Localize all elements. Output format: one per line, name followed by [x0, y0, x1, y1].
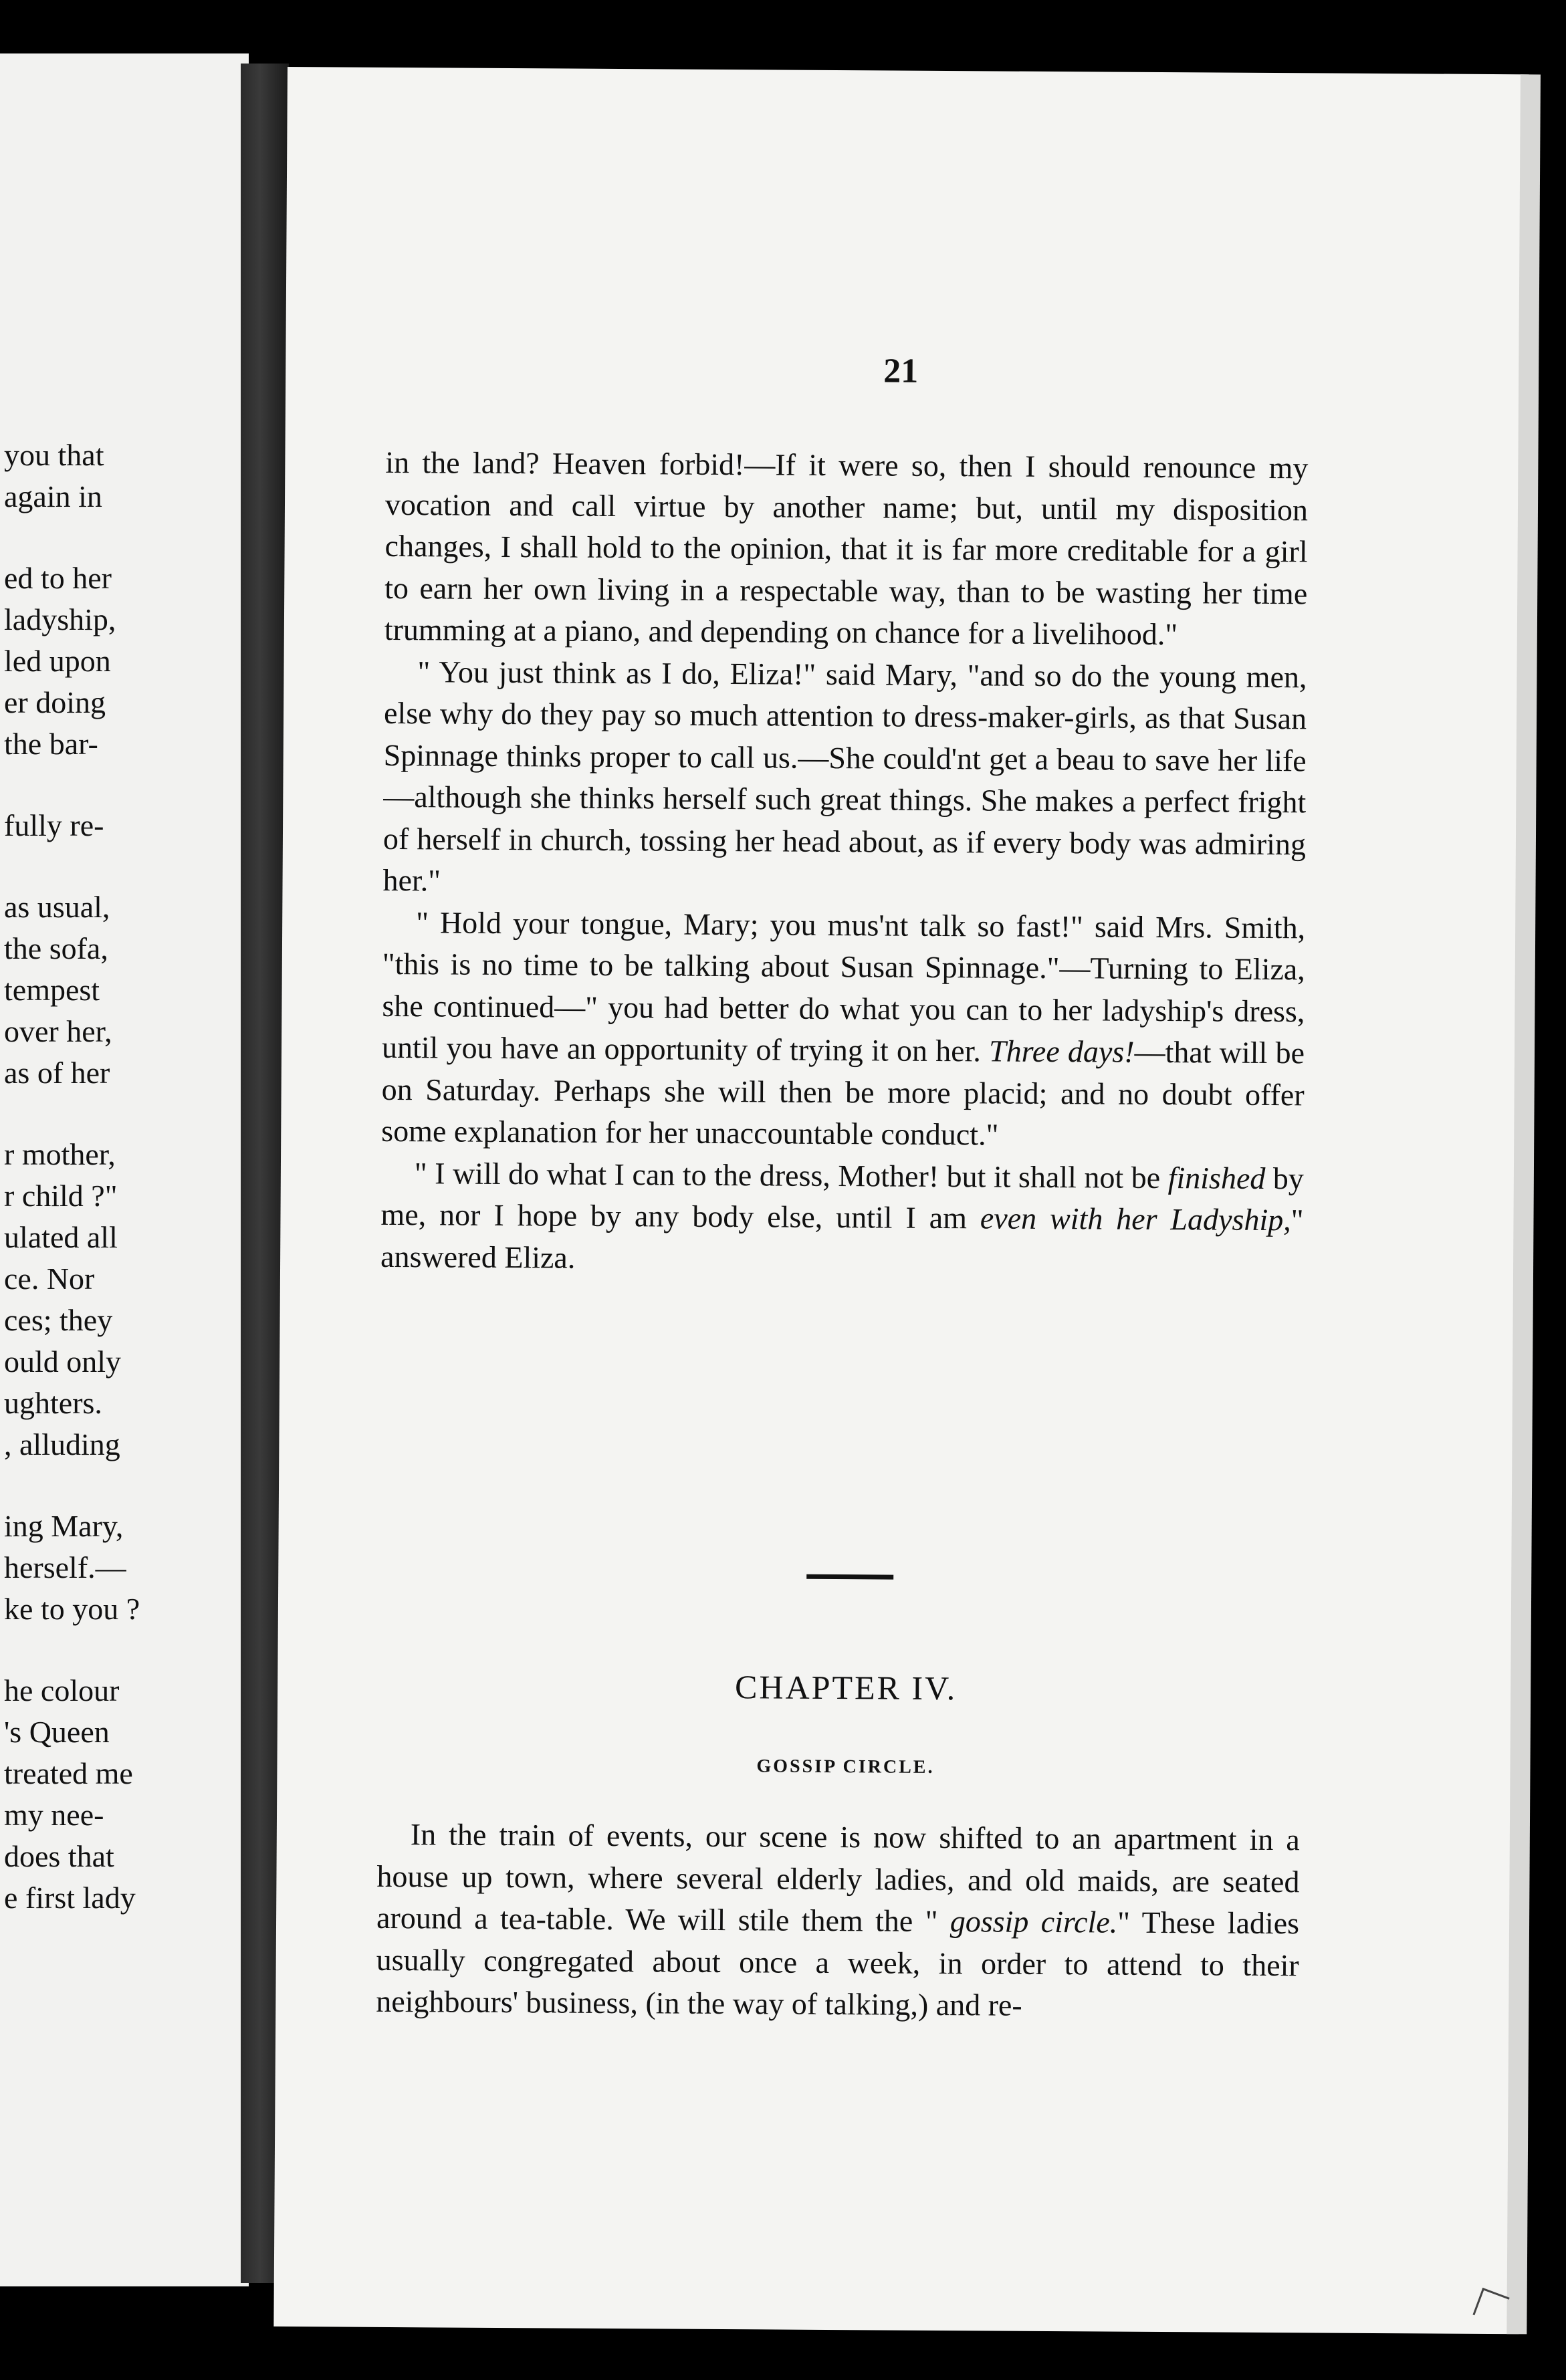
paragraph: [380, 1152, 1304, 1283]
facing-page-line: treated me: [4, 1756, 133, 1790]
facing-page-line: as usual,: [4, 890, 110, 924]
facing-page-line: ce. Nor: [4, 1262, 95, 1296]
text-run: " Hold your tongue, Mary; you mus'nt talk so fast!" said Mrs. Smith, "this is no time to be talking about Susan Spinnage."—Turning to Eliza, she continued—" you had better do what you can to her ladyship's dress, until you have an opportunity of trying it on her.: [381, 905, 1306, 1068]
chapter-subtitle: GOSSIP CIRCLE.: [756, 1756, 935, 1778]
facing-page-line: ughters.: [4, 1386, 102, 1420]
facing-page-line: ing Mary,: [4, 1509, 124, 1543]
paragraph: [381, 901, 1305, 1157]
facing-page-line: does that: [4, 1839, 114, 1873]
facing-page-line: ke to you ?: [4, 1592, 140, 1626]
text-run: in the land? Heaven forbid!—If it were so, then I should renounce my vocation and call virtue by another name; but, until my disposition changes, I shall hold to the opinion, that it is far more creditable for a girl to earn her own living in a respectable way, than to be wasting her time trumming at a piano, and depending on chance for a livelihood.": [384, 445, 1309, 652]
text-run: " You just think as I do, Eliza!" said Mary, "and so do the young men, else why do they pay so much attention to dress-maker-girls, as that Susan Spinnage thinks proper to call us.—She could'nt get a beau to save her life—although she thinks herself such great things. She makes a perfect fright of herself in church, tossing her head about, as if every body was admiring her.": [382, 654, 1307, 898]
facing-page-line: led upon: [4, 644, 111, 678]
italic-text: gossip circle.: [949, 1904, 1118, 1939]
facing-page-line: ulated all: [4, 1220, 118, 1254]
book-page: [273, 67, 1533, 2334]
facing-page-line: herself.—: [4, 1550, 126, 1584]
paragraph: [382, 650, 1307, 907]
facing-page-line: the sofa,: [4, 931, 108, 965]
facing-page-line: the bar-: [4, 727, 98, 761]
facing-page-line: r child ?": [4, 1179, 118, 1213]
body-text: [380, 442, 1309, 1283]
facing-page-line: ladyship,: [4, 602, 116, 636]
facing-page-line: 's Queen: [4, 1715, 110, 1749]
italic-text: even with her Ladyship,: [980, 1201, 1291, 1237]
page-edge: [1506, 74, 1541, 2334]
paragraph: [384, 442, 1309, 657]
text-run: —that will be on Saturday. Perhaps she will then be more placid; and no doubt offer some explanation for her unaccountable conduct.": [381, 1034, 1305, 1152]
text-run: " I will do what I can to the dress, Mother! but it shall not be: [414, 1155, 1168, 1195]
facing-page-line: , alluding: [4, 1427, 120, 1461]
text-run: " These ladies usually congregated about once a week, in order to attend to their neighbours' business, (in the way of talking,) and re-: [376, 1905, 1300, 2022]
facing-page-line: ces; they: [4, 1303, 113, 1337]
facing-page-line: my nee-: [4, 1798, 104, 1832]
facing-page-line: as of her: [4, 1056, 110, 1090]
page-number: 21: [883, 352, 919, 390]
facing-page-left: [0, 53, 249, 2286]
italic-text: Three days!: [988, 1034, 1135, 1069]
text-run: by me, nor I hope by any body else, until I am: [380, 1161, 1305, 1235]
chapter-title: CHAPTER IV.: [734, 1668, 958, 1707]
facing-page-line: he colour: [4, 1673, 120, 1707]
facing-page-line: er doing: [4, 685, 106, 719]
text-run: In the train of events, our scene is now shifted to an apartment in a house up town, where several elderly ladies, and old maids, are seated around a tea-table. We will stile them the ": [376, 1817, 1300, 1939]
chapter-paragraph: [376, 1814, 1300, 2028]
facing-page-line: ould only: [4, 1344, 122, 1379]
facing-page-line: e first lady: [4, 1881, 136, 1915]
facing-page-line: over her,: [4, 1014, 112, 1048]
page-corner-fold: [1472, 2288, 1509, 2325]
chapter-body-text: [376, 1814, 1300, 2028]
facing-page-line: fully re-: [4, 808, 104, 842]
text-run: " answered Eliza.: [380, 1203, 1304, 1275]
facing-page-line: ed to her: [4, 561, 112, 595]
section-divider: [806, 1574, 893, 1580]
facing-page-line: r mother,: [4, 1137, 116, 1171]
facing-page-line: you that: [4, 438, 104, 472]
facing-page-line: again in: [4, 479, 102, 513]
facing-page-line: tempest: [4, 973, 100, 1007]
italic-text: finished: [1167, 1160, 1266, 1195]
